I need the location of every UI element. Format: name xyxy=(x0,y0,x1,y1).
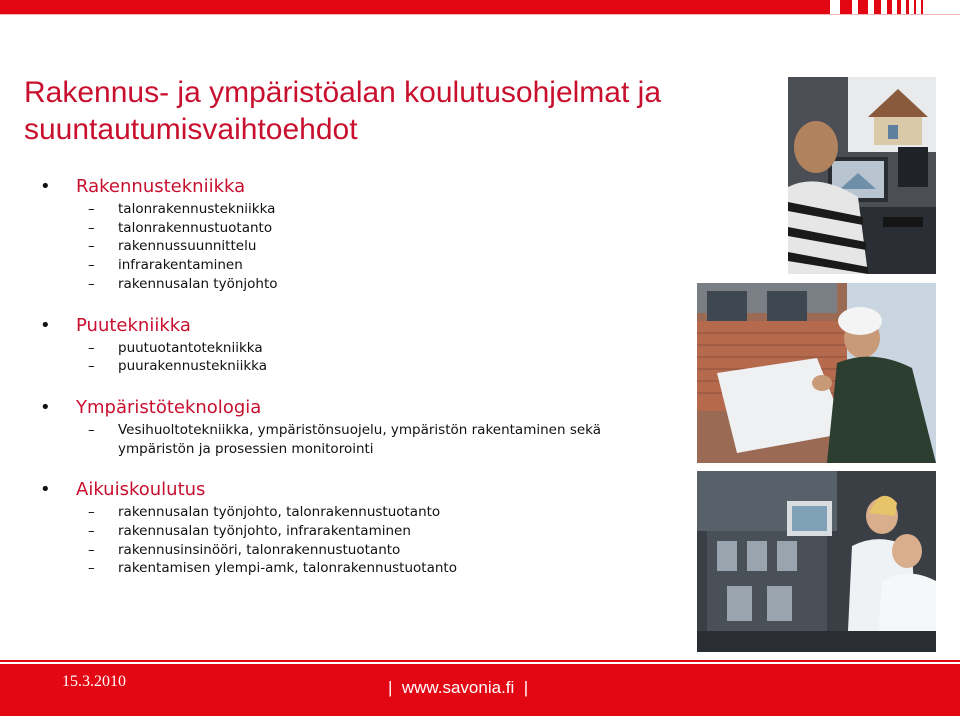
list-item: – rakennusalan työnjohto, infrarakentaminen xyxy=(88,523,411,540)
top-banner-line xyxy=(0,14,960,15)
sub-list xyxy=(40,503,690,578)
bullet-icon: • xyxy=(40,396,51,418)
bullet-icon: • xyxy=(40,479,51,501)
top-banner xyxy=(0,0,960,14)
photo-construction-worker xyxy=(697,283,936,463)
dash-icon: – xyxy=(88,201,95,217)
list-item: – rakentamisen ylempi-amk, talonrakennustuotanto xyxy=(88,560,457,577)
footer-date: 15.3.2010 xyxy=(62,673,126,690)
section-ymparistoteknologia xyxy=(40,397,690,458)
program-list xyxy=(40,176,690,599)
list-item: – rakennusinsinööri, talonrakennustuotanto xyxy=(88,541,401,558)
section-rakennustekniikka xyxy=(40,176,690,294)
list-item: – Vesihuoltotekniikka, ympäristönsuojelu, ympäristön rakentaminen sekä xyxy=(88,421,602,438)
sub-list xyxy=(40,339,690,376)
list-item: – rakennussuunnittelu xyxy=(88,238,257,255)
slide-title-line1: Rakennus- ja ympäristöalan koulutusohjelmat ja xyxy=(24,76,662,109)
dash-icon: – xyxy=(88,339,95,356)
dash-icon: – xyxy=(88,523,95,540)
list-item: – rakennusalan työnjohto xyxy=(88,275,278,292)
bullet-icon: • xyxy=(40,176,51,197)
list-item: – talonrakennustekniikka xyxy=(88,201,276,217)
photo-laboratory xyxy=(697,471,936,652)
slide-title-line2: suuntautumisvaihtoehdot xyxy=(24,113,358,146)
section-heading: • Puutekniikka xyxy=(40,314,191,336)
section-heading: • Ympäristöteknologia xyxy=(40,396,262,418)
list-item-continuation: ympäristön ja prosessien monitorointi xyxy=(118,440,374,457)
dash-icon: – xyxy=(88,421,95,438)
dash-icon: – xyxy=(88,275,95,292)
list-item: – rakennusalan työnjohto, talonrakennustuotanto xyxy=(88,504,441,521)
dash-icon: – xyxy=(88,504,95,521)
photo-construction-worker-image xyxy=(697,283,936,463)
top-banner-stripes xyxy=(840,0,960,14)
section-aikuiskoulutus xyxy=(40,479,690,578)
dash-icon: – xyxy=(88,541,95,558)
photo-computer-design-image xyxy=(788,77,936,274)
footer-top-line xyxy=(0,660,960,662)
photo-laboratory-image xyxy=(697,471,936,652)
dash-icon: – xyxy=(88,257,95,274)
bullet-icon: • xyxy=(40,314,51,336)
section-heading: • Aikuiskoulutus xyxy=(40,479,206,501)
dash-icon: – xyxy=(88,219,95,236)
photo-computer-design xyxy=(788,77,936,274)
list-item: – puutuotantotekniikka xyxy=(88,339,263,356)
list-item: – puurakennustekniikka xyxy=(88,358,267,375)
section-puutekniikka xyxy=(40,315,690,376)
footer-website-link[interactable]: | www.savonia.fi | xyxy=(388,678,529,697)
list-item: – talonrakennustuotanto xyxy=(88,219,273,236)
slide-title xyxy=(24,74,724,148)
list-item: – infrarakentaminen xyxy=(88,257,243,274)
section-heading: • Rakennustekniikka xyxy=(40,176,246,197)
sub-list xyxy=(40,200,690,294)
dash-icon: – xyxy=(88,560,95,577)
dash-icon: – xyxy=(88,358,95,375)
dash-icon: – xyxy=(88,238,95,255)
sub-list xyxy=(40,421,690,458)
top-banner-red xyxy=(0,0,830,14)
